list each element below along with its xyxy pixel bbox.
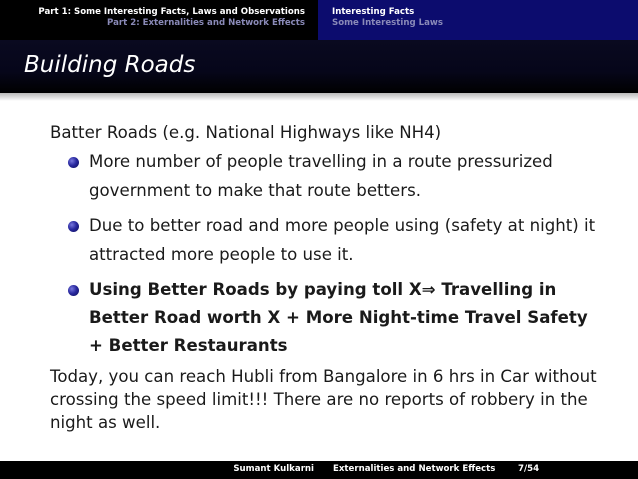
frame-title: Building Roads bbox=[24, 52, 196, 78]
bullet-3-line-3: + Better Restaurants bbox=[89, 336, 288, 355]
bullet-3-line-2: Better Road worth X + More Night-time Travel Safety bbox=[89, 308, 588, 327]
footer-bar bbox=[0, 461, 638, 479]
closing-line-3: night as well. bbox=[50, 413, 161, 432]
bullet-1-line-1: More number of people travelling in a route pressurized bbox=[89, 152, 553, 171]
bullet-2-line-2: attracted more people to use it. bbox=[89, 245, 354, 264]
closing-line-2: crossing the speed limit!!! There are no reports of robbery in the bbox=[50, 390, 588, 409]
bullet-icon bbox=[68, 221, 79, 232]
title-shadow bbox=[0, 93, 638, 101]
nav-section-part2[interactable]: Part 2: Externalities and Network Effects bbox=[107, 18, 305, 28]
nav-subsection-interesting-laws[interactable]: Some Interesting Laws bbox=[332, 18, 443, 28]
nav-subsection-interesting-facts[interactable]: Interesting Facts bbox=[332, 7, 415, 17]
bullet-icon bbox=[68, 285, 79, 296]
navigation-bar bbox=[0, 0, 638, 40]
bullet-icon bbox=[68, 157, 79, 168]
bullet-2-line-1: Due to better road and more people using (safety at night) it bbox=[89, 216, 596, 235]
footer-title: Externalities and Network Effects bbox=[333, 464, 496, 474]
nav-sections-left bbox=[0, 0, 318, 40]
bullet-3-line-1: Using Better Roads by paying toll X⇒ Travelling in bbox=[89, 280, 557, 299]
frame-title-bar bbox=[0, 40, 638, 93]
nav-section-part1[interactable]: Part 1: Some Interesting Facts, Laws and Observations bbox=[38, 7, 305, 17]
intro-text: Batter Roads (e.g. National Highways like NH4) bbox=[50, 123, 442, 142]
nav-sections-right bbox=[318, 0, 638, 40]
page-number: 7/54 bbox=[518, 464, 540, 474]
bullet-1-line-2: government to make that route betters. bbox=[89, 181, 421, 200]
footer-author: Sumant Kulkarni bbox=[233, 464, 314, 474]
closing-line-1: Today, you can reach Hubli from Bangalore in 6 hrs in Car without bbox=[50, 367, 597, 386]
